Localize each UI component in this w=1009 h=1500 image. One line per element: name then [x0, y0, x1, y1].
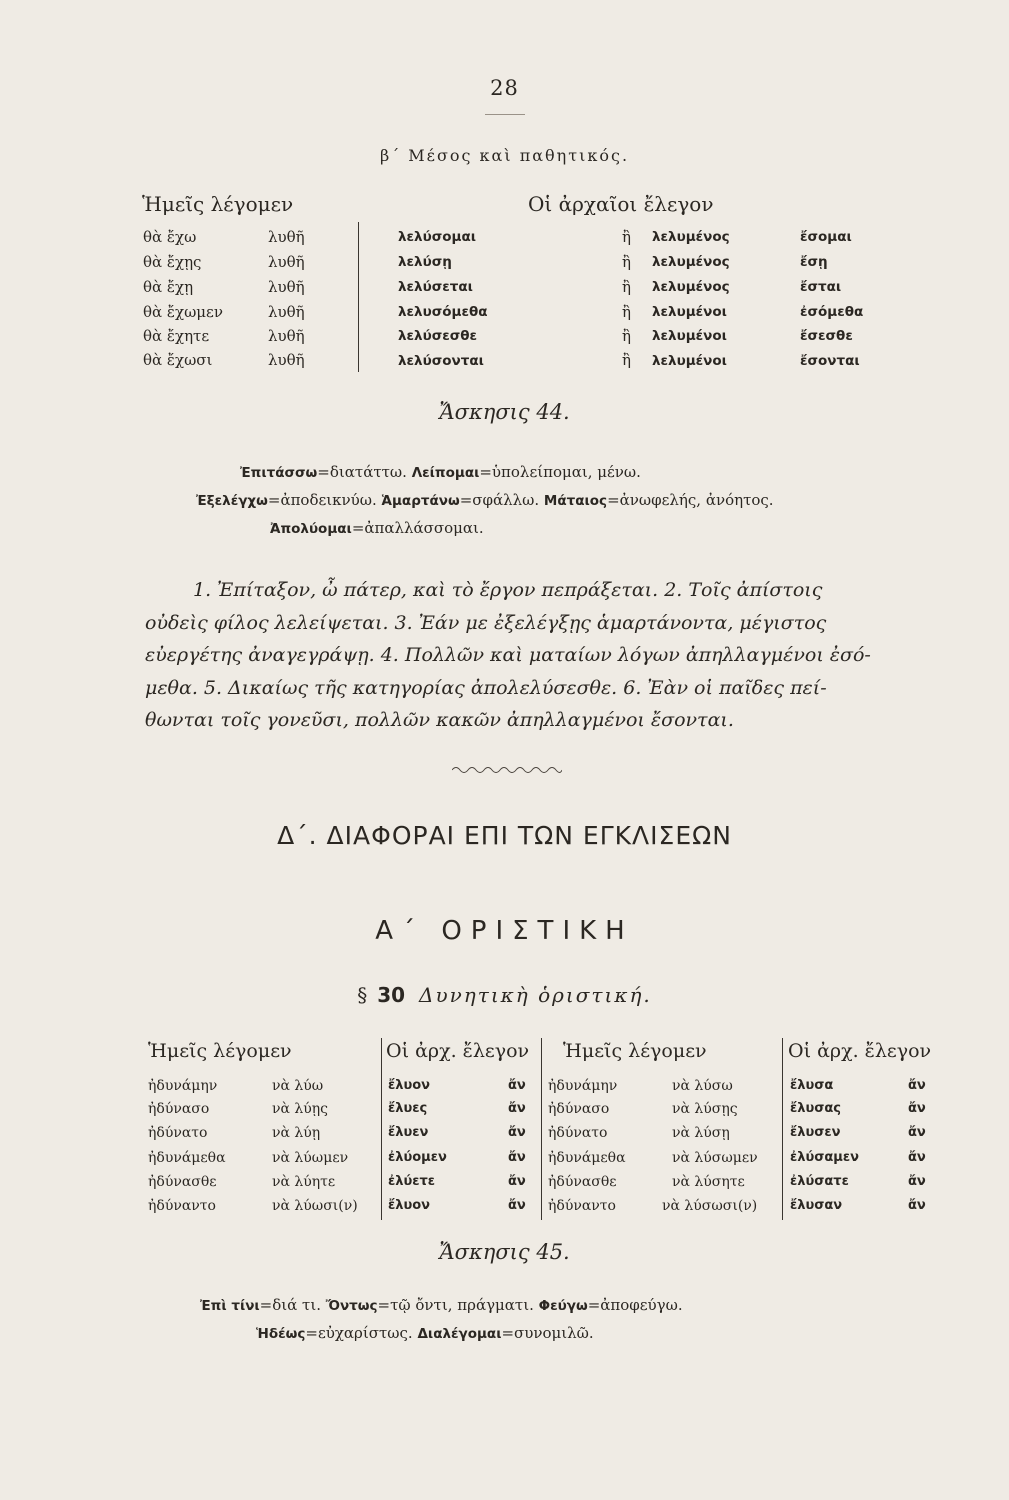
- column-header: Ἡμεῖς λέγομεν: [563, 1040, 707, 1062]
- vocab-term: Ὄντως: [325, 1298, 378, 1314]
- cell-modern-verb: λυθῆ: [268, 253, 305, 271]
- cell-ancient-form: λελύσονται: [398, 353, 484, 369]
- cell-auxiliary: ἔσται: [800, 279, 842, 295]
- vocab-definition: =συνομιλῶ.: [501, 1324, 594, 1342]
- vocab-line: [240, 463, 641, 481]
- cell: νὰ λύσω: [672, 1078, 733, 1094]
- exercise-44-title: Ἄσκησις 44.: [439, 400, 570, 424]
- cell: νὰ λύσητε: [672, 1174, 745, 1190]
- vocab-line: [200, 1296, 683, 1314]
- cell-ancient-form: λελυσόμεθα: [398, 304, 488, 320]
- vocab-definition: =ἀποφεύγω.: [587, 1296, 683, 1314]
- cell-participle: λελυμένοι: [652, 328, 727, 344]
- vocab-term: Ἡδέως: [256, 1326, 306, 1342]
- cell-modern-aux: θὰ ἔχωσι: [143, 351, 213, 369]
- cell-modern-verb: λυθῆ: [268, 351, 305, 369]
- cell-auxiliary: ἐσόμεθα: [800, 304, 864, 320]
- vocab-definition: =ἀποδεικνύω.: [267, 491, 377, 509]
- exercise-line: οὐδεὶς φίλος λελείψεται. 3. Ἐάν με ἐξελέγξῃς ἁμαρτάνοντα, μέγιστος: [145, 611, 827, 634]
- cell: ἔλυεν: [388, 1125, 429, 1140]
- vocab-term: Ἐπὶ τίνι: [200, 1298, 260, 1314]
- cell-modern-aux: θὰ ἔχητε: [143, 327, 210, 345]
- cell: ἄν: [508, 1078, 526, 1093]
- cell: νὰ λύῃ: [272, 1125, 321, 1141]
- cell-modern-aux: θὰ ἔχῃς: [143, 253, 202, 271]
- section-title-text: Δυνητικὴ ὁριστική.: [419, 983, 652, 1007]
- cell-ancient-form: λελύσομαι: [398, 229, 476, 245]
- cell: ἔλυον: [388, 1078, 431, 1093]
- cell: ἄν: [908, 1198, 926, 1213]
- cell: ἠδύνατο: [148, 1125, 208, 1141]
- column-header: Οἱ ἀρχ. ἔλεγον: [386, 1040, 530, 1062]
- vocab-line: [256, 1324, 594, 1342]
- cell-modern-aux: θὰ ἔχωμεν: [143, 303, 223, 321]
- cell-or: ἢ: [622, 327, 631, 345]
- vocab-definition: =διά τι.: [259, 1296, 321, 1314]
- cell-modern-verb: λυθῆ: [268, 327, 305, 345]
- cell: ἠδύναντο: [148, 1198, 216, 1214]
- cell: ἠδυνάμεθα: [548, 1150, 626, 1166]
- cell-participle: λελυμένος: [652, 254, 730, 270]
- section-b-title: β΄ Μέσος καὶ παθητικός.: [379, 146, 630, 165]
- cell: ἄν: [908, 1150, 926, 1165]
- cell-auxiliary: ἔσῃ: [800, 254, 828, 270]
- vocab-term: Λείπομαι: [411, 465, 480, 481]
- section-30-title: [0, 983, 1009, 1007]
- cell: ἄν: [908, 1101, 926, 1116]
- cell: ἔλυσα: [790, 1078, 834, 1093]
- vocab-term: Ἐξελέγχω: [196, 493, 268, 509]
- cell: ἠδυνάμεθα: [148, 1150, 226, 1166]
- cell: ἐλύσατε: [790, 1174, 849, 1189]
- page-number: 28: [490, 76, 519, 100]
- vocab-definition: =εὐχαρίστως.: [305, 1324, 413, 1342]
- cell-or: ἢ: [622, 253, 631, 271]
- cell: ἠδύνασθε: [148, 1174, 217, 1190]
- section-sign: §: [357, 983, 368, 1007]
- vocab-term: Φεύγω: [538, 1298, 588, 1314]
- exercise-line: θωνται τοῖς γονεῦσι, πολλῶν κακῶν ἀπηλλαγμένοι ἔσονται.: [145, 709, 734, 731]
- cell: ἔλυσεν: [790, 1125, 841, 1140]
- cell-ancient-form: λελύσεται: [398, 279, 473, 295]
- vocab-definition: =σφάλλω.: [459, 491, 540, 509]
- cell-auxiliary: ἔσομαι: [800, 229, 852, 245]
- cell-participle: λελυμένος: [652, 279, 730, 295]
- vocab-term: Διαλέγομαι: [417, 1326, 502, 1342]
- cell: ἄν: [908, 1174, 926, 1189]
- table-divider: [541, 1038, 542, 1220]
- cell: ἔλυον: [388, 1198, 431, 1213]
- cell: νὰ λύσῃ: [672, 1125, 730, 1141]
- cell: ἐλύσαμεν: [790, 1150, 859, 1165]
- table-divider: [381, 1038, 382, 1220]
- cell: ἄν: [508, 1125, 526, 1140]
- cell: ἐλύομεν: [388, 1150, 447, 1165]
- cell: ἄν: [908, 1078, 926, 1093]
- cell: νὰ λύωμεν: [272, 1150, 349, 1166]
- cell: νὰ λύῃς: [272, 1101, 329, 1117]
- cell-modern-verb: λυθῆ: [268, 303, 305, 321]
- vocab-definition: =ὑπολείπομαι, μένω.: [479, 463, 641, 481]
- cell: νὰ λύωσι(ν): [272, 1198, 358, 1214]
- exercise-line: μεθα. 5. Δικαίως τῆς κατηγορίας ἀπολελύσεσθε. 6. Ἐὰν οἱ παῖδες πεί-: [145, 676, 827, 699]
- cell: ἠδύνασθε: [548, 1174, 617, 1190]
- vocab-definition: =διατάττω.: [317, 463, 407, 481]
- cell: ἄν: [508, 1101, 526, 1116]
- cell-or: ἢ: [622, 303, 631, 321]
- right-column-header: Οἱ ἀρχαῖοι ἔλεγον: [528, 192, 714, 216]
- cell: ἄν: [508, 1174, 526, 1189]
- cell: ἔλυσας: [790, 1101, 842, 1116]
- table-divider: [358, 222, 359, 372]
- vocab-line: [270, 519, 484, 537]
- cell-modern-verb: λυθῆ: [268, 278, 305, 296]
- cell-auxiliary: ἔσεσθε: [800, 328, 853, 344]
- cell: νὰ λύσωμεν: [672, 1150, 758, 1166]
- cell-or: ἢ: [622, 228, 631, 246]
- table-divider: [782, 1038, 783, 1220]
- header-rule: [485, 114, 525, 115]
- cell: νὰ λύω: [272, 1078, 324, 1094]
- exercise-line: εὐεργέτης ἀναγεγράψῃ. 4. Πολλῶν καὶ ματαίων λόγων ἀπηλλαγμένοι ἐσό-: [145, 644, 871, 666]
- cell: ἄν: [908, 1125, 926, 1140]
- vocab-line: [196, 491, 774, 509]
- cell: ἄν: [508, 1150, 526, 1165]
- wavy-divider: [452, 764, 562, 774]
- cell-participle: λελυμένος: [652, 229, 730, 245]
- cell-auxiliary: ἔσονται: [800, 353, 860, 369]
- column-header: Οἱ ἀρχ. ἔλεγον: [788, 1040, 932, 1062]
- section-number: 30: [377, 983, 406, 1007]
- vocab-definition: =ἀνωφελής, ἀνόητος.: [607, 491, 774, 509]
- vocab-definition: =ἀπαλλάσσομαι.: [351, 519, 484, 537]
- column-header: Ἡμεῖς λέγομεν: [148, 1040, 292, 1062]
- vocab-definition: =τῷ ὄντι, πράγματι.: [377, 1296, 534, 1314]
- cell-modern-verb: λυθῆ: [268, 228, 305, 246]
- cell: ἔλυες: [388, 1101, 428, 1116]
- cell: νὰ λύσῃς: [672, 1101, 738, 1117]
- cell-participle: λελυμένοι: [652, 353, 727, 369]
- exercise-line: 1. Ἐπίταξον, ὦ πάτερ, καὶ τὸ ἔργον πεπράξεται. 2. Τοῖς ἀπίστοις: [193, 579, 823, 601]
- cell: ἠδύνασο: [148, 1101, 210, 1117]
- cell-modern-aux: θὰ ἔχω: [143, 228, 197, 246]
- cell: ἠδυνάμην: [148, 1078, 218, 1094]
- exercise-44-text: [145, 574, 935, 737]
- vocab-term: Ἀπολύομαι: [270, 521, 352, 537]
- section-heading-a: Α΄ ΟΡΙΣΤΙΚΗ: [375, 916, 634, 946]
- vocab-term: Ἐπιτάσσω: [240, 465, 318, 481]
- cell-participle: λελυμένοι: [652, 304, 727, 320]
- exercise-45-title: Ἄσκησις 45.: [439, 1240, 570, 1264]
- cell-modern-aux: θὰ ἔχῃ: [143, 278, 194, 296]
- cell: νὰ λύητε: [272, 1174, 336, 1190]
- cell-ancient-form: λελύσῃ: [398, 254, 452, 270]
- cell: ἔλυσαν: [790, 1198, 843, 1213]
- vocab-term: Ἁμαρτάνω: [381, 493, 460, 509]
- cell: ἠδύναντο: [548, 1198, 616, 1214]
- cell: ἐλύετε: [388, 1174, 436, 1189]
- vocab-term: Μάταιος: [543, 493, 608, 509]
- section-heading-d: Δ΄. ΔΙΑΦΟΡΑΙ ΕΠΙ ΤΩΝ ΕΓΚΛΙΣΕΩΝ: [277, 821, 732, 850]
- cell-or: ἢ: [622, 278, 631, 296]
- cell: ἠδύνασο: [548, 1101, 610, 1117]
- cell-or: ἢ: [622, 351, 631, 369]
- cell-ancient-form: λελύσεσθε: [398, 328, 478, 344]
- cell: ἠδύνατο: [548, 1125, 608, 1141]
- cell: νὰ λύσωσι(ν): [662, 1198, 758, 1214]
- left-column-header: Ἡμεῖς λέγομεν: [142, 192, 294, 216]
- cell: ἠδυνάμην: [548, 1078, 618, 1094]
- cell: ἄν: [508, 1198, 526, 1213]
